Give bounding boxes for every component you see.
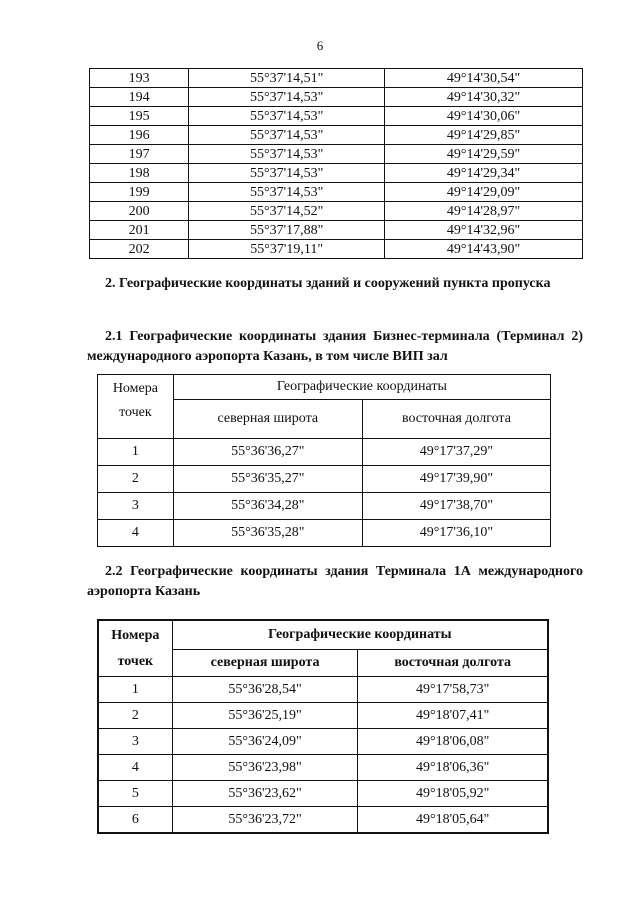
longitude-cell: 49°14'29,59"	[385, 145, 583, 164]
point-number-cell: 198	[90, 164, 189, 183]
longitude-cell: 49°18'05,64"	[358, 807, 548, 834]
header-num-line1: Номера	[112, 381, 158, 396]
latitude-cell: 55°36'23,72"	[172, 807, 358, 834]
latitude-cell: 55°36'36,27"	[173, 439, 362, 466]
longitude-cell: 49°18'06,08"	[358, 729, 548, 755]
longitude-cell: 49°17'37,29"	[362, 439, 550, 466]
point-number-cell: 201	[90, 221, 189, 240]
longitude-cell: 49°17'39,90"	[362, 466, 550, 493]
longitude-cell: 49°14'30,06"	[385, 107, 583, 126]
section-2-2-heading: 2.2 Географические координаты здания Терминала 1А международного аэропорта Казань	[87, 564, 583, 599]
table-row	[90, 240, 583, 259]
latitude-cell: 55°36'28,54"	[172, 677, 358, 703]
point-number-cell: 1	[98, 439, 174, 466]
point-number-cell: 193	[90, 69, 189, 88]
table-row	[98, 703, 548, 729]
longitude-cell: 49°14'29,85"	[385, 126, 583, 145]
table-row	[90, 107, 583, 126]
point-number-cell: 197	[90, 145, 189, 164]
coordinates-table-continuation	[89, 68, 583, 259]
point-number-cell: 195	[90, 107, 189, 126]
latitude-cell: 55°36'23,62"	[172, 781, 358, 807]
point-number-cell: 196	[90, 126, 189, 145]
longitude-cell: 49°17'36,10"	[362, 520, 550, 547]
longitude-cell: 49°18'05,92"	[358, 781, 548, 807]
latitude-cell: 55°37'14,53"	[189, 145, 385, 164]
section-2-heading: 2. Географические координаты зданий и сооружений пункта пропуска	[105, 276, 551, 291]
latitude-cell: 55°36'35,28"	[173, 520, 362, 547]
point-number-cell: 199	[90, 183, 189, 202]
header-longitude: восточная долгота	[358, 650, 548, 677]
table-header-row	[98, 375, 551, 400]
header-num-line2: точек	[117, 654, 154, 669]
terminal-1a-coordinates-table	[97, 619, 549, 834]
page-number: 6	[316, 38, 324, 53]
latitude-cell: 55°37'14,53"	[189, 183, 385, 202]
section-2-1-heading: 2.1 Географические координаты здания Бизнес-терминала (Терминал 2) международного аэропорта Казань, в том числе ВИП зал	[87, 329, 583, 364]
latitude-cell: 55°37'17,88"	[189, 221, 385, 240]
point-number-cell: 1	[98, 677, 172, 703]
table-row	[90, 202, 583, 221]
header-longitude: восточная долгота	[362, 400, 550, 439]
table-row	[90, 69, 583, 88]
latitude-cell: 55°37'14,51"	[189, 69, 385, 88]
point-number-cell: 200	[90, 202, 189, 221]
point-number-cell: 2	[98, 703, 172, 729]
table-row	[90, 221, 583, 240]
longitude-cell: 49°14'43,90"	[385, 240, 583, 259]
table-row	[90, 126, 583, 145]
header-point-number	[98, 620, 172, 677]
table-row	[90, 164, 583, 183]
point-number-cell: 4	[98, 520, 174, 547]
table-row	[98, 466, 551, 493]
point-number-cell: 5	[98, 781, 172, 807]
latitude-cell: 55°37'14,53"	[189, 107, 385, 126]
table-row	[90, 183, 583, 202]
longitude-cell: 49°18'07,41"	[358, 703, 548, 729]
table-row	[98, 807, 548, 834]
latitude-cell: 55°36'25,19"	[172, 703, 358, 729]
latitude-cell: 55°36'35,27"	[173, 466, 362, 493]
longitude-cell: 49°14'32,96"	[385, 221, 583, 240]
table-row	[98, 520, 551, 547]
longitude-cell: 49°14'29,34"	[385, 164, 583, 183]
point-number-cell: 3	[98, 493, 174, 520]
latitude-cell: 55°37'19,11"	[189, 240, 385, 259]
header-latitude: северная широта	[173, 400, 362, 439]
latitude-cell: 55°37'14,53"	[189, 88, 385, 107]
table-row	[98, 729, 548, 755]
latitude-cell: 55°36'23,98"	[172, 755, 358, 781]
point-number-cell: 2	[98, 466, 174, 493]
longitude-cell: 49°14'29,09"	[385, 183, 583, 202]
header-geo-coordinates: Географические координаты	[173, 375, 550, 400]
table-row	[98, 781, 548, 807]
point-number-cell: 202	[90, 240, 189, 259]
latitude-cell: 55°36'24,09"	[172, 729, 358, 755]
header-num-line1: Номера	[111, 628, 160, 643]
table-row	[98, 439, 551, 466]
table-row	[90, 145, 583, 164]
latitude-cell: 55°37'14,53"	[189, 164, 385, 183]
header-num-line2: точек	[119, 405, 152, 420]
header-geo-coordinates: Географические координаты	[172, 620, 548, 650]
point-number-cell: 6	[98, 807, 172, 834]
longitude-cell: 49°17'38,70"	[362, 493, 550, 520]
latitude-cell: 55°36'34,28"	[173, 493, 362, 520]
table-header-row	[98, 620, 548, 650]
header-point-number	[98, 375, 174, 439]
latitude-cell: 55°37'14,53"	[189, 126, 385, 145]
table-row	[98, 493, 551, 520]
longitude-cell: 49°14'28,97"	[385, 202, 583, 221]
table-row	[98, 755, 548, 781]
longitude-cell: 49°18'06,36"	[358, 755, 548, 781]
business-terminal-coordinates-table	[97, 374, 551, 547]
longitude-cell: 49°14'30,54"	[385, 69, 583, 88]
longitude-cell: 49°14'30,32"	[385, 88, 583, 107]
latitude-cell: 55°37'14,52"	[189, 202, 385, 221]
table-row	[90, 88, 583, 107]
longitude-cell: 49°17'58,73"	[358, 677, 548, 703]
header-latitude: северная широта	[172, 650, 358, 677]
point-number-cell: 194	[90, 88, 189, 107]
table-row	[98, 677, 548, 703]
point-number-cell: 3	[98, 729, 172, 755]
point-number-cell: 4	[98, 755, 172, 781]
